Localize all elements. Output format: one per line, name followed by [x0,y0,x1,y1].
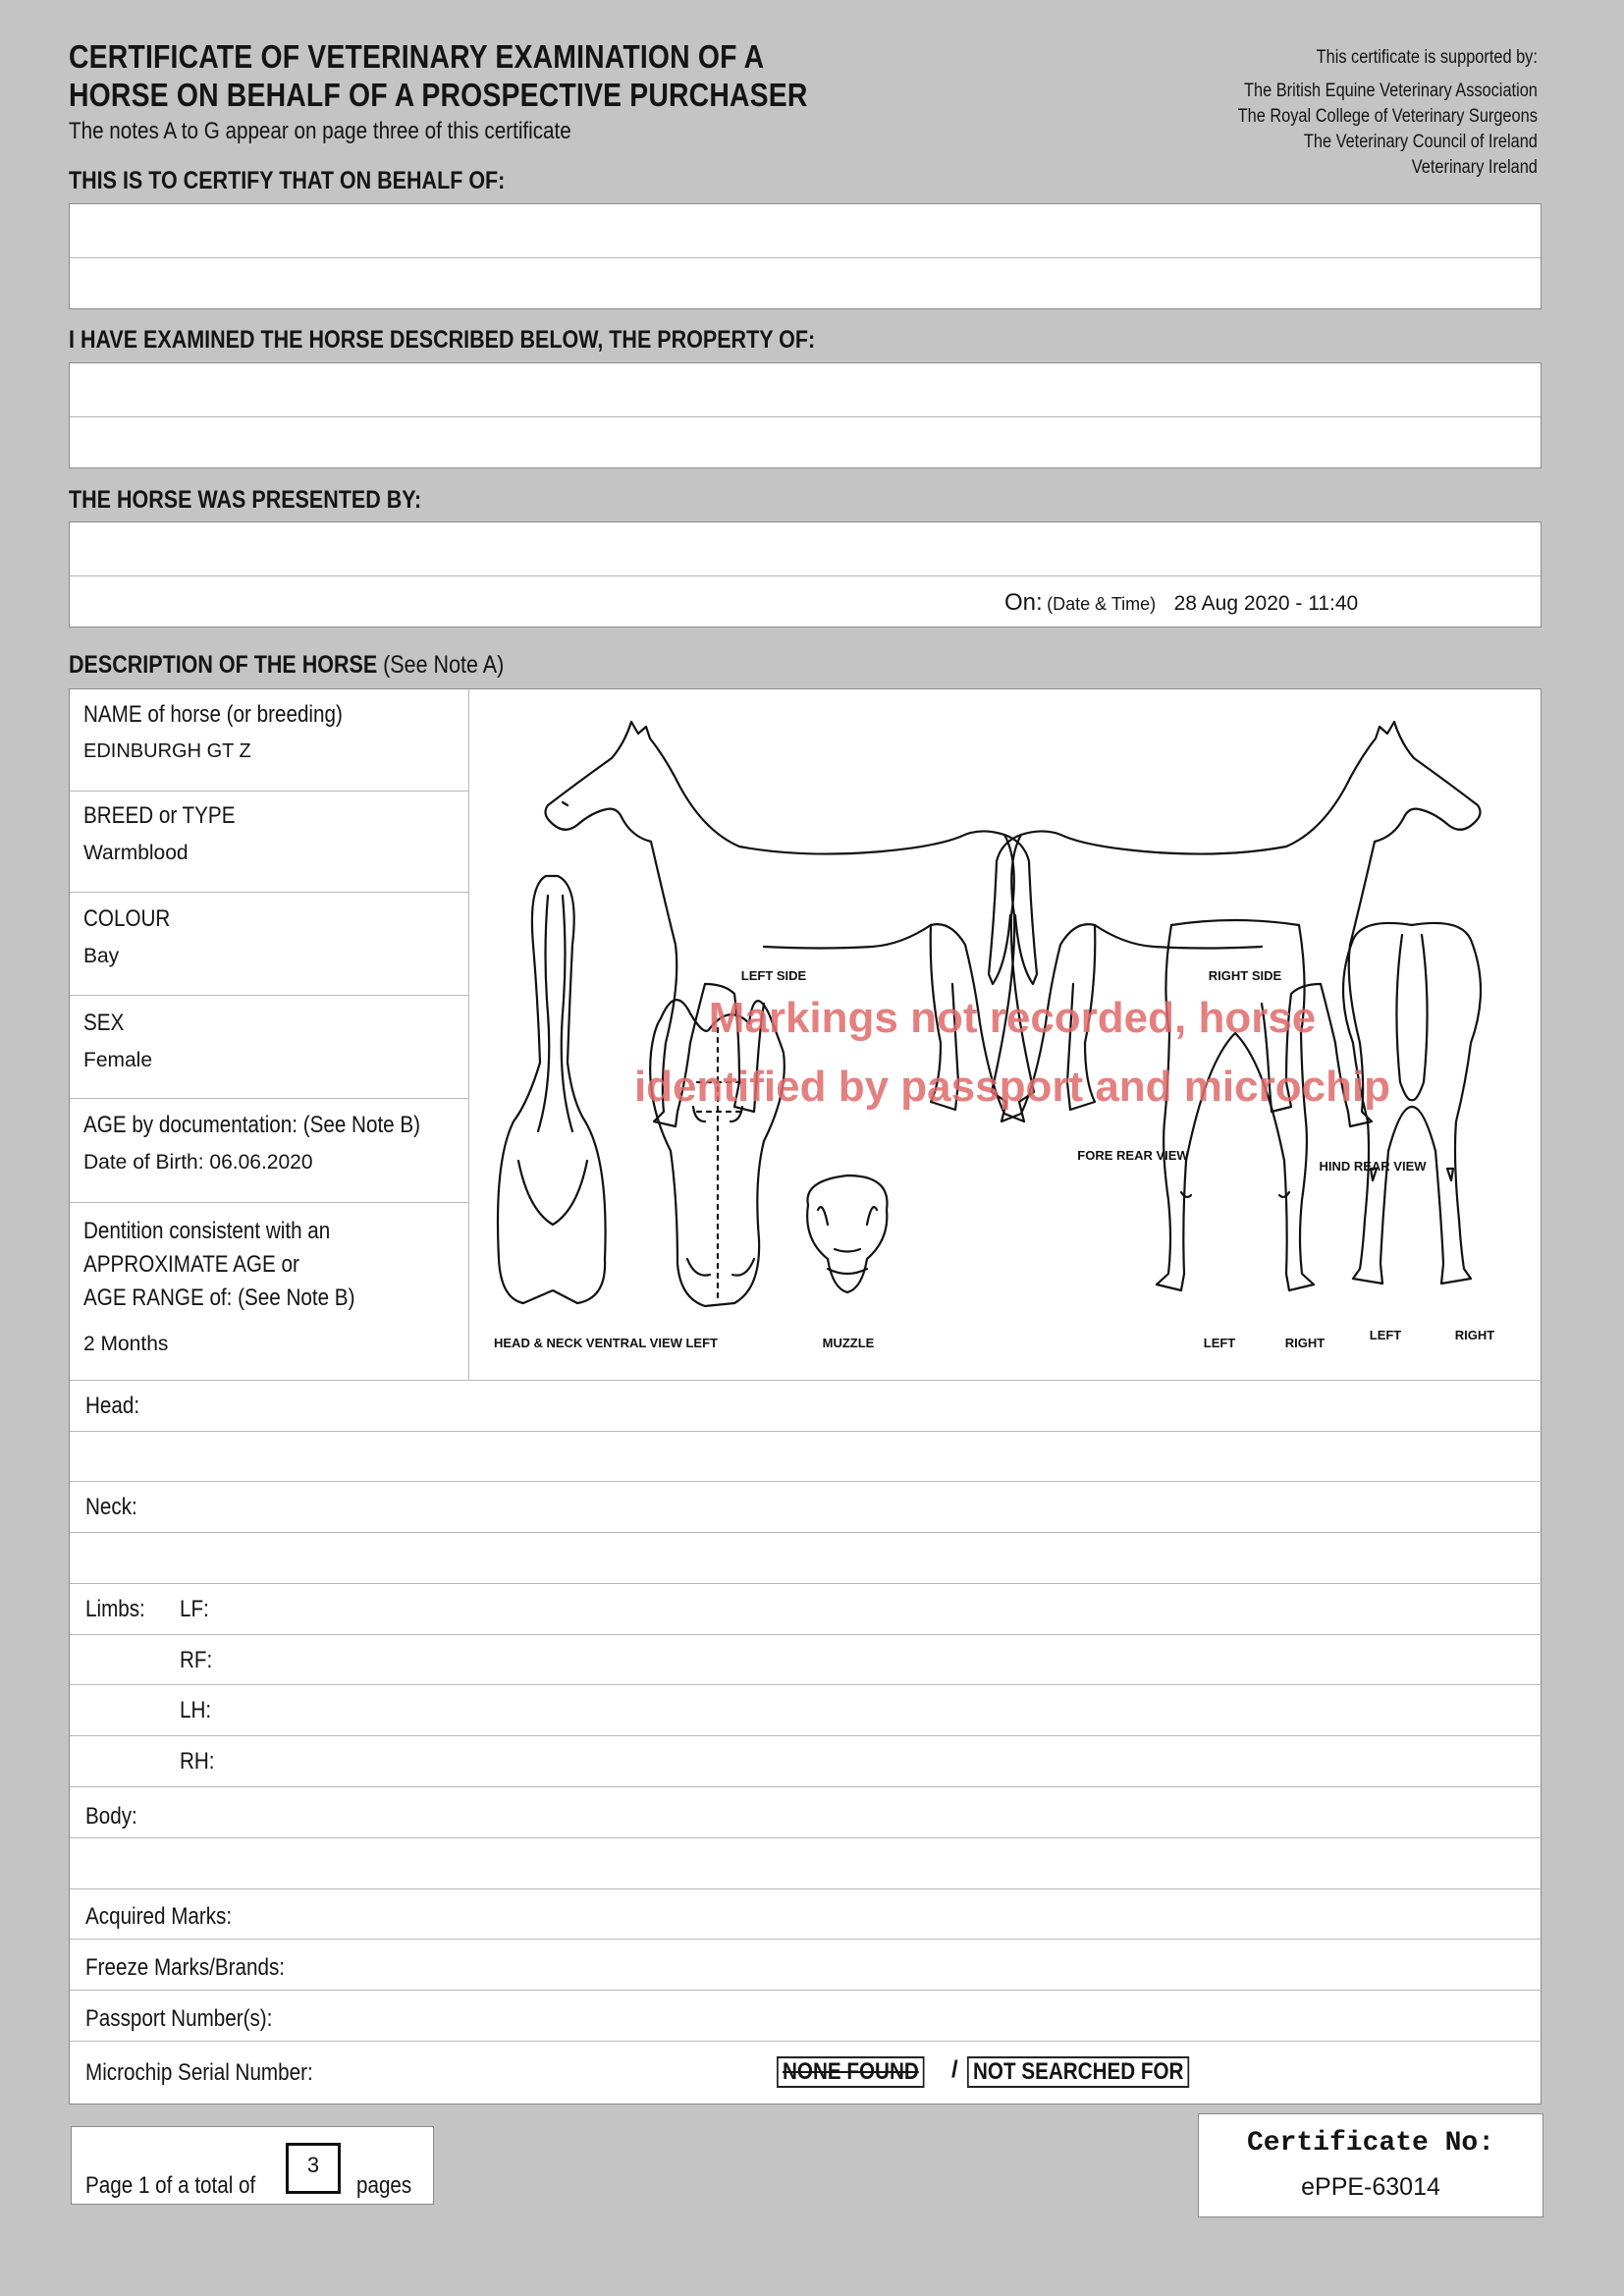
certificate-subtitle: The notes A to G appear on page three of this certificate [69,118,571,144]
option-separator: / [951,2056,958,2083]
hind-rear-caption: HIND REAR VIEW [1319,1159,1427,1174]
right-side-caption: RIGHT SIDE [1208,968,1282,983]
neck-marking-label: Neck: [85,1494,137,1520]
colour-label: COLOUR [83,905,171,932]
behalf-of-heading: THIS IS TO CERTIFY THAT ON BEHALF OF: [69,167,506,194]
breed-label: BREED or TYPE [83,802,236,829]
fore-left-caption: LEFT [1203,1336,1236,1350]
lh-marking-label: LH: [180,1697,212,1723]
head-neck-caption: HEAD & NECK VENTRAL VIEW LEFT [494,1336,718,1350]
page-suffix: pages [356,2172,412,2199]
certificate-number-value: ePPE-63014 [1301,2173,1440,2201]
supporters-block [1189,45,1538,181]
left-side-caption: LEFT SIDE [740,968,807,983]
supporter-item: The British Equine Veterinary Association [1244,81,1538,101]
body-marking-label: Body: [85,1803,137,1830]
freeze-marks-label: Freeze Marks/Brands: [85,1954,286,1981]
fore-rear-caption: FORE REAR VIEW [1077,1148,1189,1163]
markings-note: Markings not recorded, horse identified by passport and microchip [633,994,1391,1111]
certificate-number-label: Certificate No: [1246,2128,1495,2159]
hind-right-caption: RIGHT [1454,1328,1495,1342]
supporter-item: The Royal College of Veterinary Surgeons [1237,106,1538,127]
behalf-of-field[interactable] [69,203,1542,309]
page-prefix: Page 1 of a total of [85,2172,256,2199]
supporter-item: Veterinary Ireland [1411,157,1538,178]
none-found-option[interactable]: NONE FOUND [777,2056,925,2088]
colour-value[interactable]: Bay [83,945,120,967]
presented-by-field[interactable] [69,521,1542,628]
date-time-value: 28 Aug 2020 - 11:40 [1173,592,1359,615]
description-heading: DESCRIPTION OF THE HORSE (See Note A) [69,651,505,679]
not-searched-option[interactable]: NOT SEARCHED FOR [967,2056,1189,2088]
rh-marking-label: RH: [180,1748,215,1775]
presented-by-heading: THE HORSE WAS PRESENTED BY: [69,486,422,514]
microchip-label: Microchip Serial Number: [85,2059,313,2086]
sex-value[interactable]: Female [83,1049,153,1071]
page-total: 3 [286,2143,341,2194]
head-marking-label: Head: [85,1393,140,1419]
property-of-field[interactable] [69,362,1542,468]
name-label: NAME of horse (or breeding) [83,701,343,728]
on-sub-label: (Date & Time) [1047,594,1157,614]
certificate-number-box [1198,2113,1543,2217]
name-value[interactable]: EDINBURGH GT Z [83,740,251,762]
dentition-label: Dentition consistent with an APPROXIMATE AGE or AGE RANGE of: (See Note B) [83,1218,355,1311]
property-of-heading: I HAVE EXAMINED THE HORSE DESCRIBED BELOW, THE PROPERTY OF: [69,326,816,354]
acquired-marks-label: Acquired Marks: [85,1903,233,1930]
age-label: AGE by documentation: (See Note B) [83,1112,421,1138]
hind-left-caption: LEFT [1369,1328,1402,1342]
page-count-box [71,2126,434,2205]
muzzle-caption: MUZZLE [822,1336,875,1350]
on-label: On: [1004,589,1043,616]
rf-marking-label: RF: [180,1647,213,1673]
certificate-title: CERTIFICATE OF VETERINARY EXAMINATION OF A HORSE ON BEHALF OF A PROSPECTIVE PURCHASER [69,38,808,113]
age-value[interactable]: Date of Birth: 06.06.2020 [83,1151,313,1174]
date-time-row [1004,589,1358,617]
passport-number-label: Passport Number(s): [85,2005,273,2032]
sex-label: SEX [83,1010,125,1036]
breed-value[interactable]: Warmblood [83,842,189,864]
dentition-value[interactable]: 2 Months [83,1333,169,1355]
support-heading: This certificate is supported by: [1316,47,1538,68]
fore-right-caption: RIGHT [1284,1336,1326,1350]
lf-marking-label: LF: [180,1596,209,1622]
muzzle-drawing [807,1175,887,1292]
limbs-marking-label: Limbs: [85,1596,145,1622]
supporter-item: The Veterinary Council of Ireland [1304,132,1538,152]
description-box [69,688,1542,2105]
